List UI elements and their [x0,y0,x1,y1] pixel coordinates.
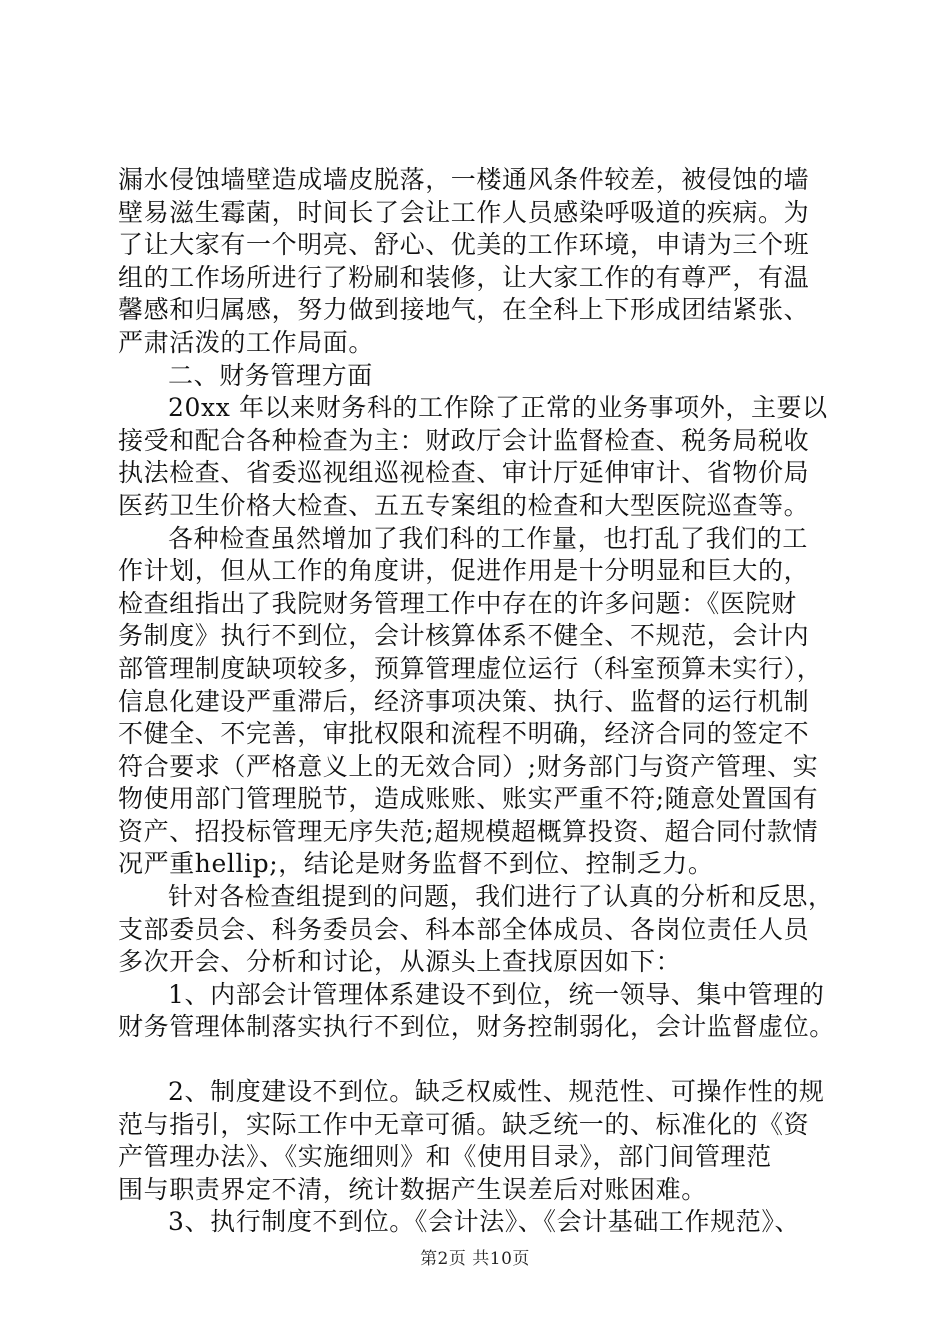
text-line: 各种检查虽然增加了我们科的工作量，也打乱了我们的工 [168,523,809,553]
text-line: 壁易滋生霉菌，时间长了会让工作人员感染呼吸道的疾病。为 [118,197,810,227]
text-line: 资产、招投标管理无序失范;超规模超概算投资、超合同付款情 [118,816,819,846]
text-line: 符合要求（严格意义上的无效合同）;财务部门与资产管理、实 [118,751,819,781]
text-line: 况严重hellip;，结论是财务监督不到位、控制乏力。 [118,849,714,879]
text-line: 20xx 年以来财务科的工作除了正常的业务事项外，主要以 [168,393,828,423]
text-line: 1、内部会计管理体系建设不到位，统一领导、集中管理的 [168,979,825,1009]
text-line: 务制度》执行不到位，会计核算体系不健全、不规范，会计内 [118,621,810,651]
text-line: 支部委员会、科务委员会、科本部全体成员、各岗位责任人员 [118,914,810,944]
text-line: 部管理制度缺项较多，预算管理虚位运行（科室预算未实行）， [118,653,823,683]
text-line: 组的工作场所进行了粉刷和装修，让大家工作的有尊严，有温 [118,262,810,292]
text-line: 检查组指出了我院财务管理工作中存在的许多问题：《医院财 [118,588,797,618]
text-line: 作计划，但从工作的角度讲，促进作用是十分明显和巨大的， [118,556,810,586]
text-line: 医药卫生价格大检查、五五专案组的检查和大型医院巡查等。 [118,490,810,520]
paragraph-gap [118,1044,838,1076]
text-line: 物使用部门管理脱节，造成账账、账实严重不符;随意处置国有 [118,784,819,814]
text-line: 漏水侵蚀墙壁造成墙皮脱落，一楼通风条件较差，被侵蚀的墙 [118,165,810,194]
text-line: 产管理办法》、《实施细则》和《使用目录》，部门间管理范 [118,1142,772,1172]
text-line: 馨感和归属感，努力做到接地气，在全科上下形成团结紧张、 [118,295,810,325]
text-line: 针对各检查组提到的问题，我们进行了认真的分析和反思， [168,882,834,912]
text-line: 3、执行制度不到位。《会计法》、《会计基础工作规范》、 [168,1207,801,1237]
document-body [118,164,838,1239]
text-line: 财务管理体制落实执行不到位，财务控制弱化，会计监督虚位。 [118,1012,835,1042]
text-line: 接受和配合各种检查为主：财政厅会计监督检查、税务局税收 [118,425,810,455]
page-number-footer: 第2页 共10页 [420,1249,530,1269]
text-line: 2、制度建设不到位。缺乏权威性、规范性、可操作性的规 [168,1077,825,1107]
section-heading: 二、财务管理方面 [168,360,373,390]
text-line: 了让大家有一个明亮、舒心、优美的工作环境，申请为三个班 [118,230,810,260]
text-line: 多次开会、分析和讨论，从源头上查找原因如下： [118,947,682,977]
text-line: 信息化建设严重滞后，经济事项决策、执行、监督的运行机制 [118,686,810,716]
text-line: 范与指引，实际工作中无章可循。缺乏统一的、标准化的《资 [118,1109,810,1139]
text-line: 严肃活泼的工作局面。 [118,327,375,357]
text-line: 执法检查、省委巡视组巡视检查、审计厅延伸审计、省物价局 [118,458,810,488]
text-line: 围与职责界定不清，统计数据产生误差后对账困难。 [118,1174,707,1204]
text-line: 不健全、不完善，审批权限和流程不明确，经济合同的签定不 [118,719,810,749]
